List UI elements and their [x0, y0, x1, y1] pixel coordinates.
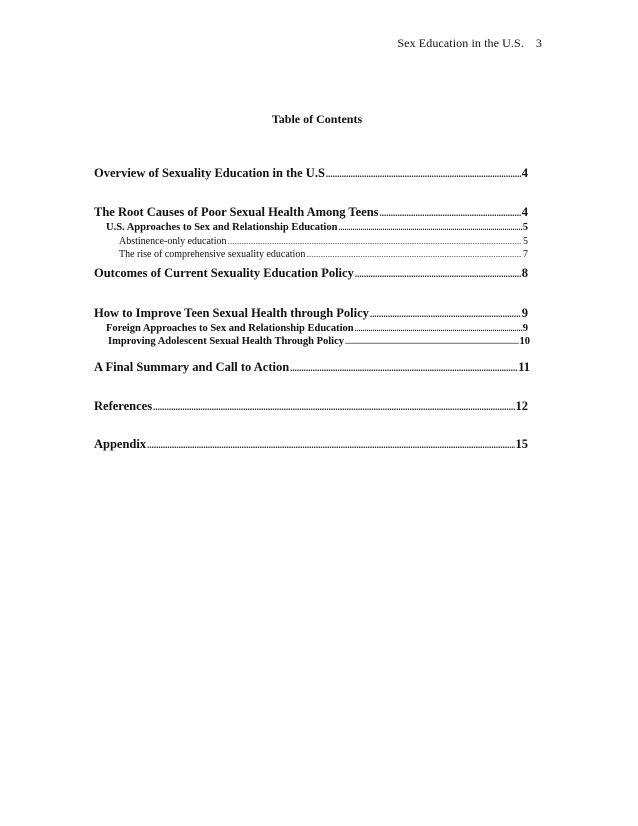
dot-leader	[290, 363, 517, 373]
toc-entry-outcomes[interactable]	[94, 266, 528, 281]
toc-entry-us-approaches[interactable]	[106, 222, 528, 233]
toc-entry-label: The Root Causes of Poor Sexual Health Among Teens	[94, 205, 379, 219]
toc-entry-label: Overview of Sexuality Education in the U.S	[94, 166, 325, 180]
toc-entry-page: 9	[521, 306, 528, 320]
toc-entry-label: Abstinence-only education	[119, 236, 227, 247]
toc-entry-page: 10	[519, 336, 530, 347]
toc-entry-page: 12	[515, 399, 528, 413]
toc-entry-page: 7	[523, 249, 528, 260]
toc-entry-page: 8	[521, 266, 528, 280]
toc-entry-label: Appendix	[94, 437, 147, 451]
toc-entry-page: 4	[521, 205, 528, 219]
dot-leader	[153, 402, 514, 412]
toc-entry-root-causes[interactable]	[94, 205, 528, 220]
toc-entry-overview[interactable]	[94, 166, 528, 181]
dot-leader	[380, 208, 521, 218]
toc-entry-appendix[interactable]	[94, 437, 528, 452]
dot-leader	[345, 337, 519, 346]
toc-entry-abstinence[interactable]	[119, 236, 528, 247]
toc-entry-label: Foreign Approaches to Sex and Relationship Education	[106, 323, 354, 334]
toc-entry-final-summary[interactable]	[94, 360, 530, 375]
toc-entry-label: How to Improve Teen Sexual Health through Policy	[94, 306, 369, 320]
dot-leader	[306, 251, 522, 259]
toc-entry-label: Improving Adolescent Sexual Health Through Policy	[108, 336, 344, 347]
running-title: Sex Education in the U.S.	[397, 36, 524, 50]
dot-leader	[338, 223, 521, 232]
toc-entry-comprehensive[interactable]	[119, 249, 528, 260]
dot-leader	[147, 440, 514, 450]
toc-entry-label: A Final Summary and Call to Action	[94, 360, 290, 374]
dot-leader	[355, 269, 521, 279]
page-number: 3	[535, 36, 542, 50]
toc-entry-page: 15	[515, 437, 528, 451]
toc-entry-improve-policy[interactable]	[94, 306, 528, 321]
toc-entry-foreign-approaches[interactable]	[106, 323, 528, 334]
toc-entry-improving-adolescent[interactable]	[108, 336, 530, 347]
toc-entry-page: 9	[522, 323, 528, 334]
dot-leader	[326, 169, 521, 179]
toc-title-text: Table of Contents	[271, 112, 363, 126]
dot-leader	[370, 309, 521, 319]
toc-entry-references[interactable]	[94, 399, 528, 414]
toc-entry-page: 4	[521, 166, 528, 180]
toc-entry-page: 5	[522, 222, 528, 233]
toc-entry-label: U.S. Approaches to Sex and Relationship Education	[106, 222, 338, 233]
toc-entry-label: The rise of comprehensive sexuality education	[119, 249, 306, 260]
dot-leader	[355, 324, 522, 333]
toc-entry-label: References	[94, 399, 153, 413]
toc-entry-page: 11	[518, 360, 530, 374]
toc-entry-label: Outcomes of Current Sexuality Education Policy	[94, 266, 354, 280]
dot-leader	[227, 238, 522, 246]
toc-entry-page: 5	[523, 236, 528, 247]
